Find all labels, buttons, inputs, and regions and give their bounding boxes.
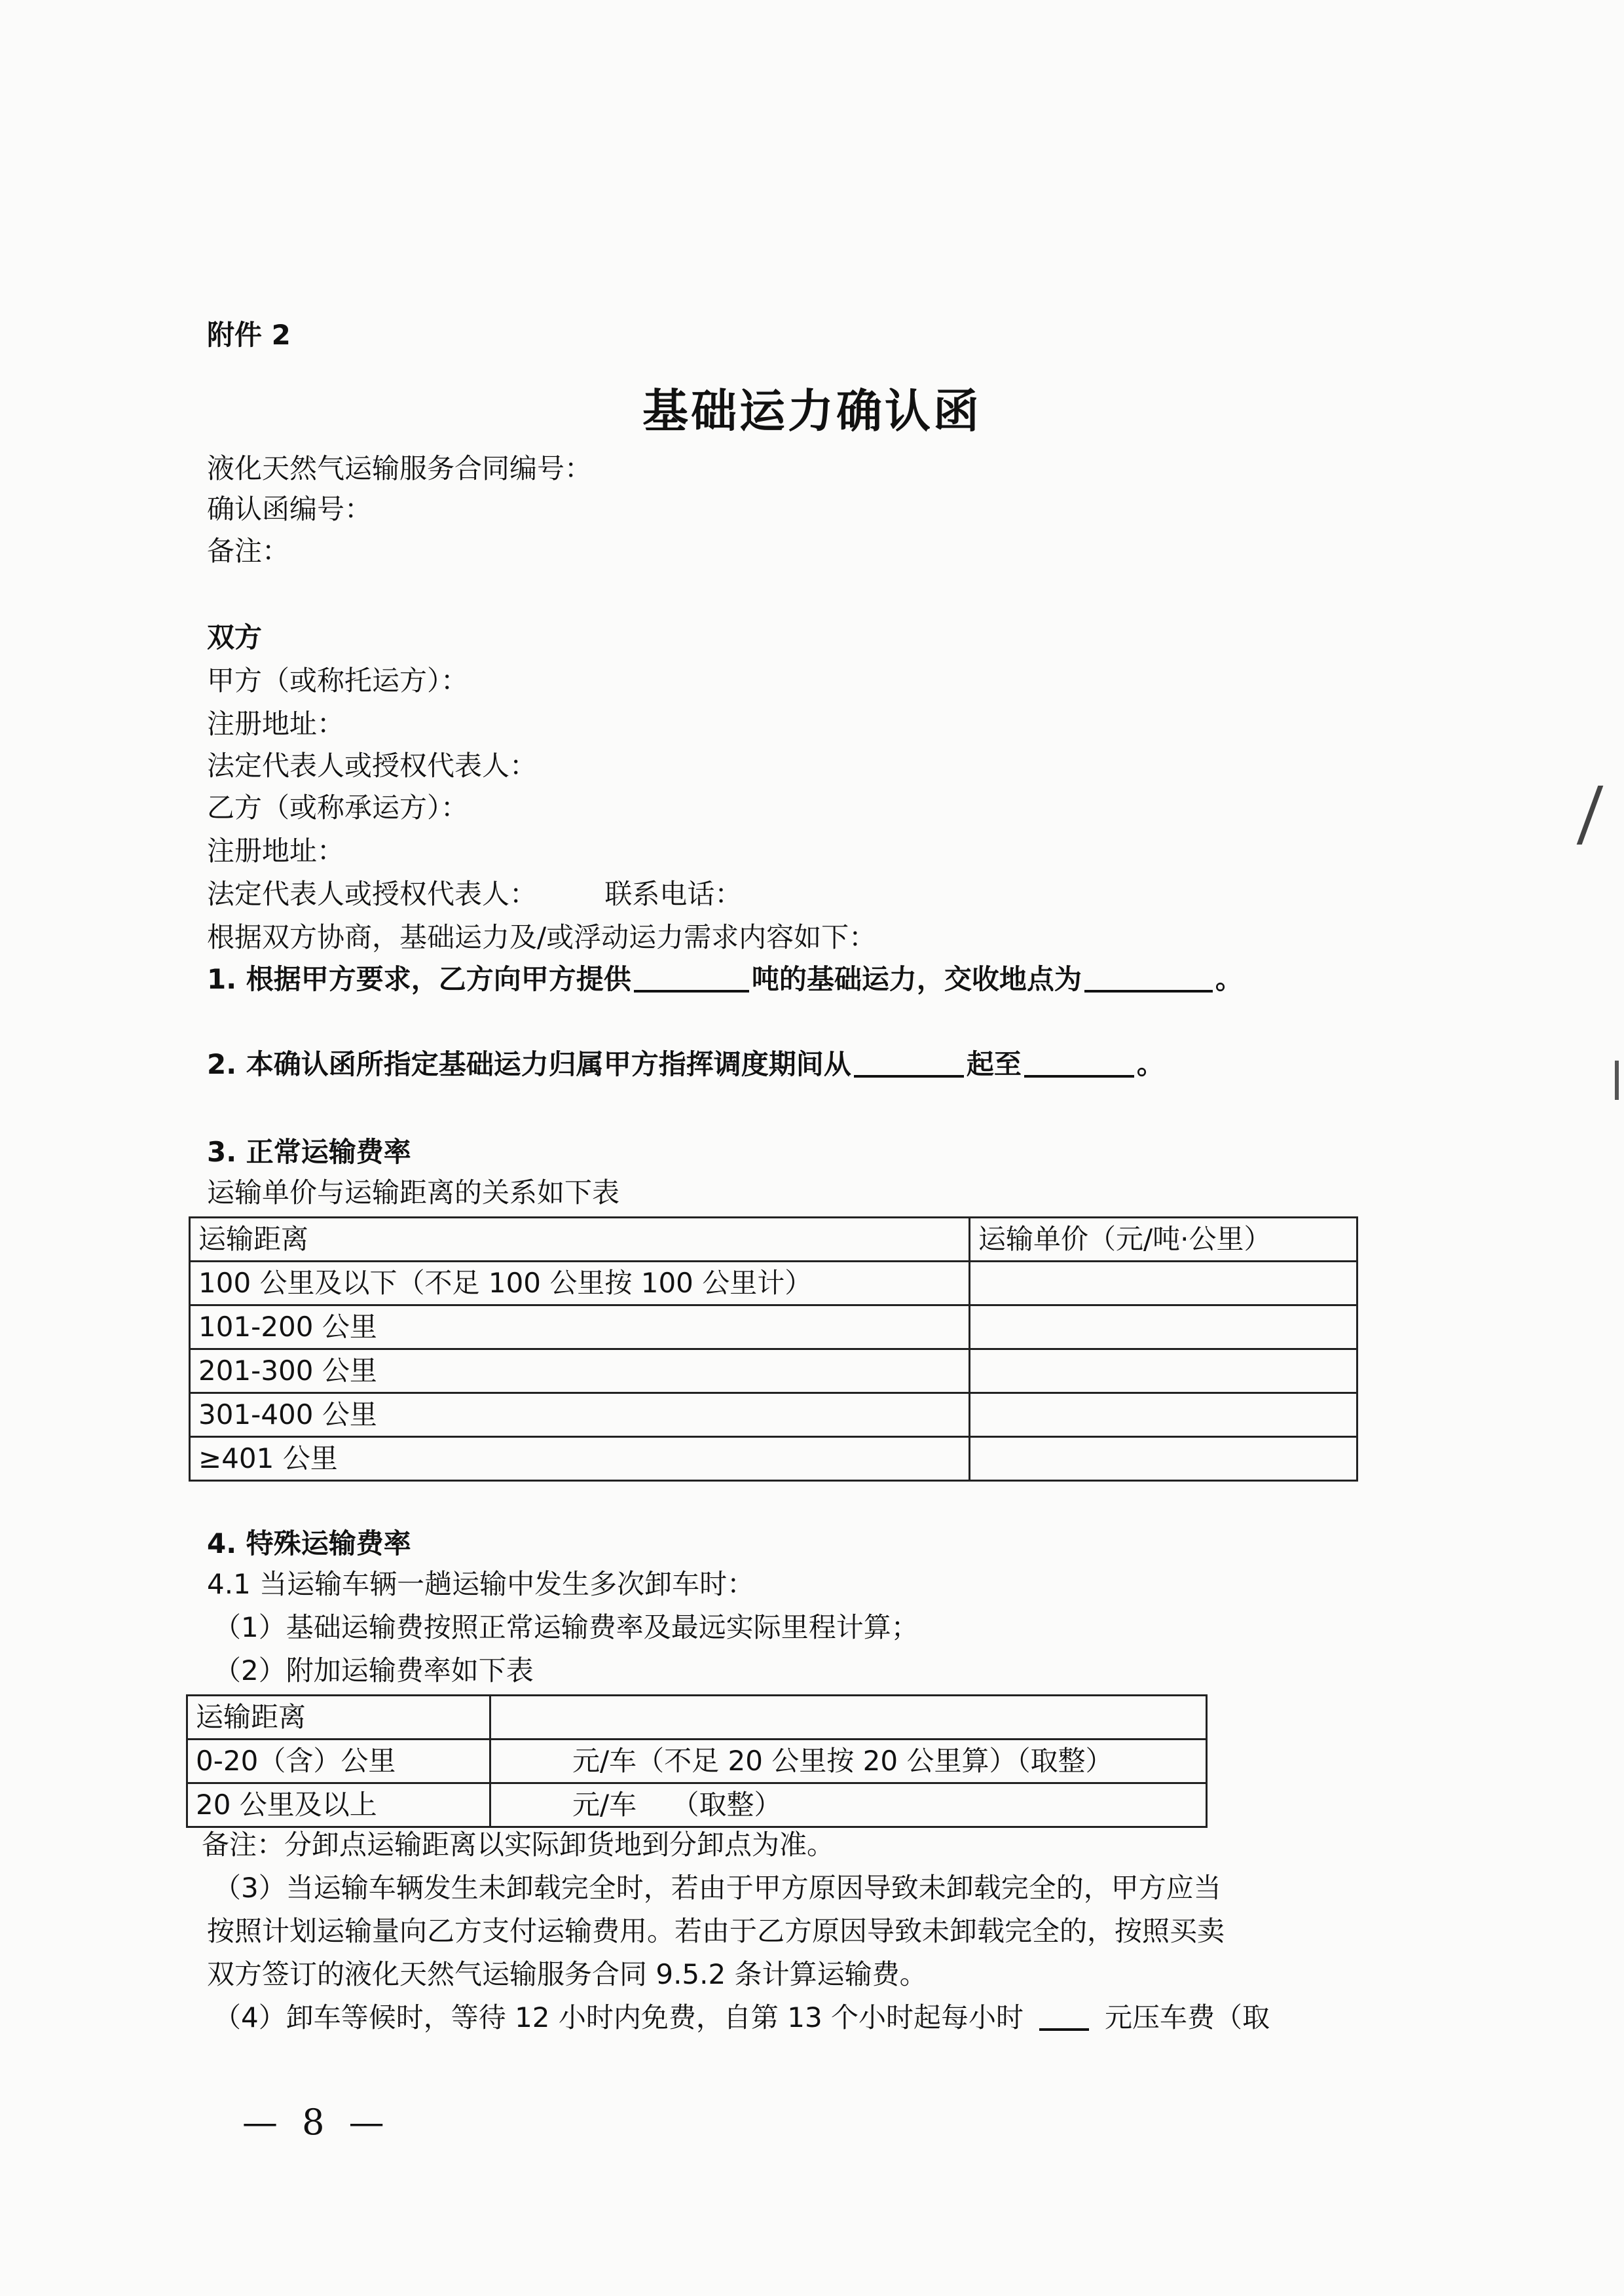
clause-2-text-b: 起至 bbox=[966, 1048, 1022, 1080]
clause-2 bbox=[207, 1048, 1164, 1082]
rate-cell: 元/车（不足 20 公里按 20 公里算）（取整） bbox=[490, 1740, 1207, 1783]
clause-1-text-a: 1. 根据甲方要求，乙方向甲方提供 bbox=[207, 963, 631, 995]
table-row bbox=[190, 1262, 1357, 1305]
clause-4-item-4 bbox=[213, 2001, 1270, 2035]
clause-1-text-b: 吨的基础运力，交收地点为 bbox=[751, 963, 1082, 995]
clause-4-1: 4.1 当运输车辆一趟运输中发生多次卸车时： bbox=[207, 1568, 755, 1600]
clause-4-item-3-line-1: （3）当运输车辆发生未卸载完全时，若由于甲方原因导致未卸载完全的，甲方应当 bbox=[213, 1872, 1221, 1904]
scan-edge-mark bbox=[1599, 1061, 1619, 1100]
table-header-cell: 运输距离 bbox=[187, 1696, 490, 1740]
table-row bbox=[187, 1783, 1207, 1827]
table-header-cell: 运输距离 bbox=[190, 1218, 970, 1262]
clause-2-text-a: 2. 本确认函所指定基础运力归属甲方指挥调度期间从 bbox=[207, 1048, 851, 1080]
table-header-cell bbox=[490, 1696, 1207, 1740]
additional-rate-table bbox=[186, 1694, 1208, 1828]
parties-heading: 双方 bbox=[207, 621, 263, 653]
clause-4-item-4-text-b: 元压车费（取 bbox=[1105, 2001, 1270, 2033]
distance-cell: 20 公里及以上 bbox=[187, 1783, 490, 1827]
table-row bbox=[190, 1393, 1357, 1437]
party-a-rep-field: 法定代表人或授权代表人： bbox=[207, 750, 538, 782]
table-row bbox=[190, 1437, 1357, 1481]
attachment-label: 附件 2 bbox=[207, 319, 291, 351]
party-b-rep-label: 法定代表人或授权代表人： bbox=[207, 878, 538, 910]
pressure-fee-blank bbox=[1039, 2002, 1089, 2031]
clause-4-item-4-text-a: （4）卸车等候时，等待 12 小时内免费，自第 13 个小时起每小时 bbox=[213, 2001, 1024, 2033]
distance-cell: 100 公里及以下（不足 100 公里按 100 公里计） bbox=[190, 1262, 970, 1305]
page-number: — 8 — bbox=[242, 2102, 391, 2143]
unit-price-cell bbox=[970, 1393, 1357, 1437]
letter-number-field: 确认函编号： bbox=[207, 493, 373, 525]
clause-4-note: 备注：分卸点运输距离以实际卸货地到分卸点为准。 bbox=[202, 1829, 835, 1861]
unit-price-cell bbox=[970, 1262, 1357, 1305]
table-row bbox=[190, 1349, 1357, 1393]
party-b-phone-label: 联系电话： bbox=[604, 878, 743, 910]
distance-cell: 301-400 公里 bbox=[190, 1393, 970, 1437]
clause-4-item-1: （1）基础运输费按照正常运输费率及最远实际里程计算； bbox=[213, 1611, 919, 1643]
tonnage-blank bbox=[634, 964, 749, 993]
start-date-blank bbox=[854, 1049, 964, 1078]
remarks-field: 备注： bbox=[207, 535, 290, 567]
clause-4-item-3-line-2: 按照计划运输量向乙方支付运输费用。若由于乙方原因导致未卸载完全的，按照买卖 bbox=[207, 1915, 1225, 1947]
normal-rate-table bbox=[189, 1216, 1358, 1482]
clause-4-item-2: （2）附加运输费率如下表 bbox=[213, 1654, 534, 1686]
unit-price-cell bbox=[970, 1437, 1357, 1481]
table-header-row bbox=[190, 1218, 1357, 1262]
clause-2-text-c: 。 bbox=[1136, 1048, 1164, 1080]
party-b-rep-field bbox=[207, 877, 742, 911]
contract-number-field: 液化天然气运输服务合同编号： bbox=[207, 452, 593, 484]
party-a-field: 甲方（或称托运方）： bbox=[207, 665, 469, 697]
unit-price-cell bbox=[970, 1305, 1357, 1349]
party-b-field: 乙方（或称承运方）： bbox=[207, 792, 469, 824]
scan-edge-mark bbox=[1577, 786, 1624, 845]
table-row bbox=[190, 1305, 1357, 1349]
distance-cell: 201-300 公里 bbox=[190, 1349, 970, 1393]
distance-cell: ≥401 公里 bbox=[190, 1437, 970, 1481]
party-a-address-field: 注册地址： bbox=[207, 708, 345, 740]
table-header-cell: 运输单价（元/吨·公里） bbox=[970, 1218, 1357, 1262]
end-date-blank bbox=[1024, 1049, 1134, 1078]
delivery-location-blank bbox=[1084, 964, 1213, 993]
document-title: 基础运力确认函 bbox=[642, 384, 982, 438]
distance-cell: 101-200 公里 bbox=[190, 1305, 970, 1349]
unit-price-cell bbox=[970, 1349, 1357, 1393]
clause-4-heading: 4. 特殊运输费率 bbox=[207, 1527, 411, 1559]
table-header-row bbox=[187, 1696, 1207, 1740]
clause-3-heading: 3. 正常运输费率 bbox=[207, 1136, 411, 1168]
party-b-address-field: 注册地址： bbox=[207, 835, 345, 867]
rate-cell: 元/车 （取整） bbox=[490, 1783, 1207, 1827]
intro-paragraph: 根据双方协商，基础运力及/或浮动运力需求内容如下： bbox=[207, 921, 877, 953]
clause-1-text-c: 。 bbox=[1215, 963, 1243, 995]
distance-cell: 0-20（含）公里 bbox=[187, 1740, 490, 1783]
clause-4-item-3-line-3: 双方签订的液化天然气运输服务合同 9.5.2 条计算运输费。 bbox=[207, 1958, 927, 1990]
clause-1 bbox=[207, 962, 1243, 996]
table-row bbox=[187, 1740, 1207, 1783]
clause-3-subheading: 运输单价与运输距离的关系如下表 bbox=[207, 1176, 620, 1209]
